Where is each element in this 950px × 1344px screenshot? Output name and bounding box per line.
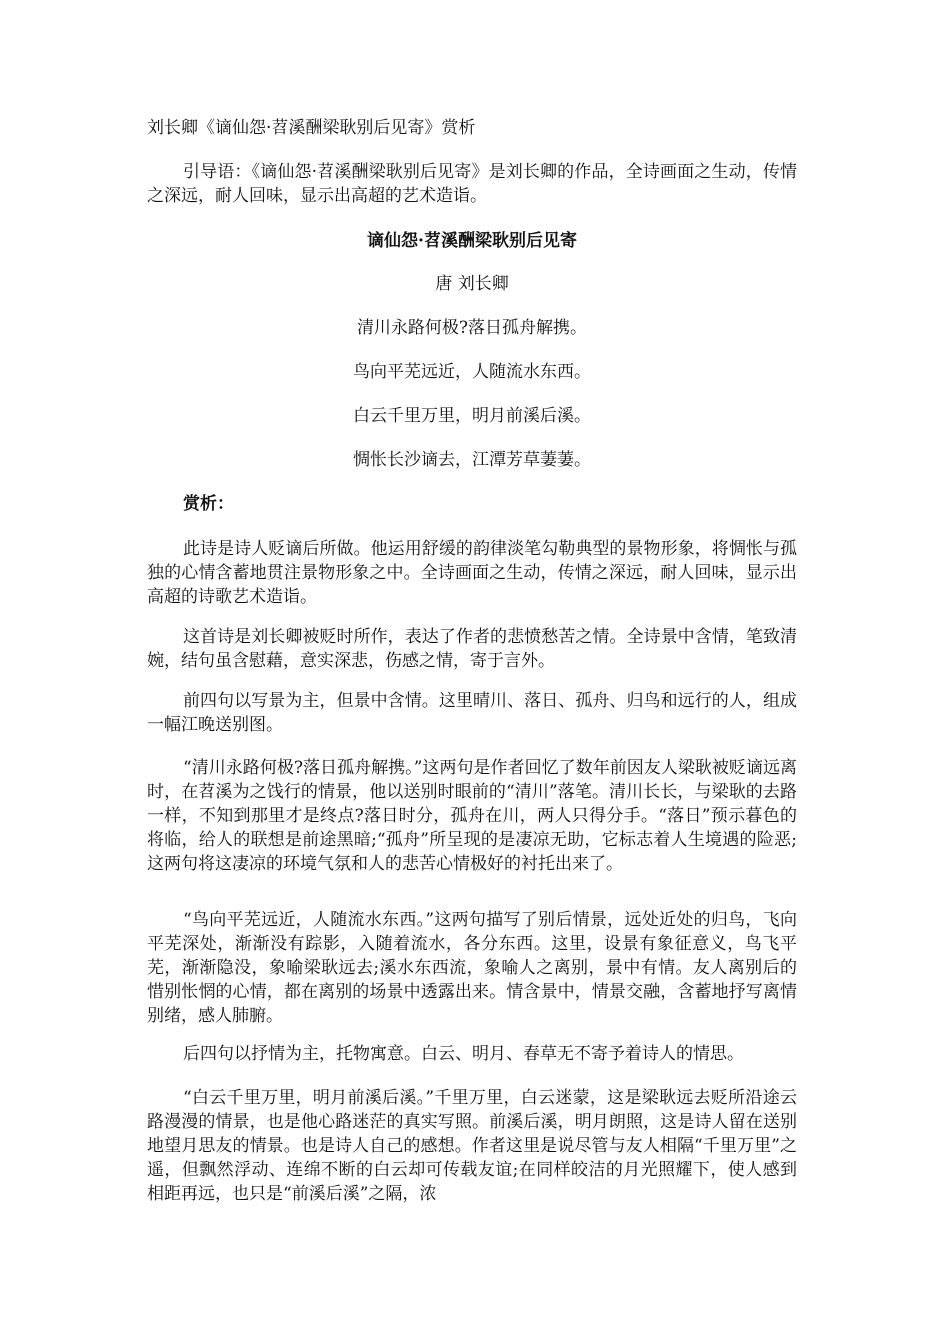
analysis-heading: 赏析： <box>183 494 234 514</box>
poem-line: 鸟向平芜远近，人随流水东西。 <box>353 362 591 382</box>
poem-line: 白云千里万里，明月前溪后溪。 <box>353 406 591 426</box>
poem-line: 惆怅长沙谪去，江潭芳草萋萋。 <box>353 450 591 470</box>
analysis-paragraph: “白云千里万里，明月前溪后溪。”千里万里，白云迷蒙，这是梁耿远去贬所沿途云路漫漫的情景，也是他心路迷茫的真实写照。前溪后溪，明月朗照，这是诗人留在送别地望月思友的情景。也是诗人自己的感想。作者这里是说尽管与友人相隔“千里万里”之遥，但飘然浮动、连绵不断的白云却可传载友谊;在同样皎洁的月光照耀下，使人感到相距再远，也只是“前溪后溪”之隔，浓 <box>147 1088 797 1204</box>
poem-line: 清川永路何极?落日孤舟解携。 <box>356 318 588 338</box>
analysis-paragraph: 此诗是诗人贬谪后所做。他运用舒缓的韵律淡笔勾勒典型的景物形象，将惆怅与孤独的心情含蓄地贯注景物形象之中。全诗画面之生动，传情之深远，耐人回味，显示出高超的诗歌艺术造诣。 <box>147 539 797 607</box>
document-title: 刘长卿《谪仙怨·苕溪酬梁耿别后见寄》赏析 <box>147 118 476 138</box>
intro-paragraph: 引导语：《谪仙怨·苕溪酬梁耿别后见寄》是刘长卿的作品，全诗画面之生动，传情之深远，耐人回味，显示出高超的艺术造诣。 <box>147 162 797 206</box>
poem-author: 唐 刘长卿 <box>435 274 509 294</box>
analysis-paragraph: 这首诗是刘长卿被贬时所作，表达了作者的悲愤愁苦之情。全诗景中含情，笔致清婉，结句虽含慰藉，意实深悲，伤感之情，寄于言外。 <box>147 627 797 671</box>
analysis-paragraph: “鸟向平芜远近，人随流水东西。”这两句描写了别后情景，远处近处的归鸟，飞向平芜深处，渐渐没有踪影，入随着流水，各分东西。这里，设景有象征意义，鸟飞平芜，渐渐隐没，象喻梁耿远去;溪水东西流，象喻人之离别，景中有情。友人离别后的惜别怅惘的心情，都在离别的场景中透露出来。情含景中，情景交融，含蓄地抒写离情别绪，感人肺腑。 <box>147 910 797 1026</box>
analysis-paragraph: “清川永路何极?落日孤舟解携。”这两句是作者回忆了数年前因友人梁耿被贬谪远离时，在苕溪为之饯行的情景，他以送别时眼前的“清川”落笔。清川长长，与梁耿的去路一样，不知到那里才是终点?落日时分，孤舟在川，两人只得分手。“落日”预示暮色的将临，给人的联想是前途黑暗;“孤舟”所呈现的是凄凉无助，它标志着人生境遇的险恶;这两句将这凄凉的环境气氛和人的悲苦心情极好的衬托出来了。 <box>147 758 797 874</box>
analysis-paragraph: 后四句以抒情为主，托物寓意。白云、明月、春草无不寄予着诗人的情思。 <box>183 1044 744 1064</box>
analysis-paragraph: 前四句以写景为主，但景中含情。这里晴川、落日、孤舟、归鸟和远行的人，组成一幅江晚送别图。 <box>147 691 797 735</box>
poem-title: 谪仙怨·苕溪酬梁耿别后见寄 <box>367 231 577 251</box>
